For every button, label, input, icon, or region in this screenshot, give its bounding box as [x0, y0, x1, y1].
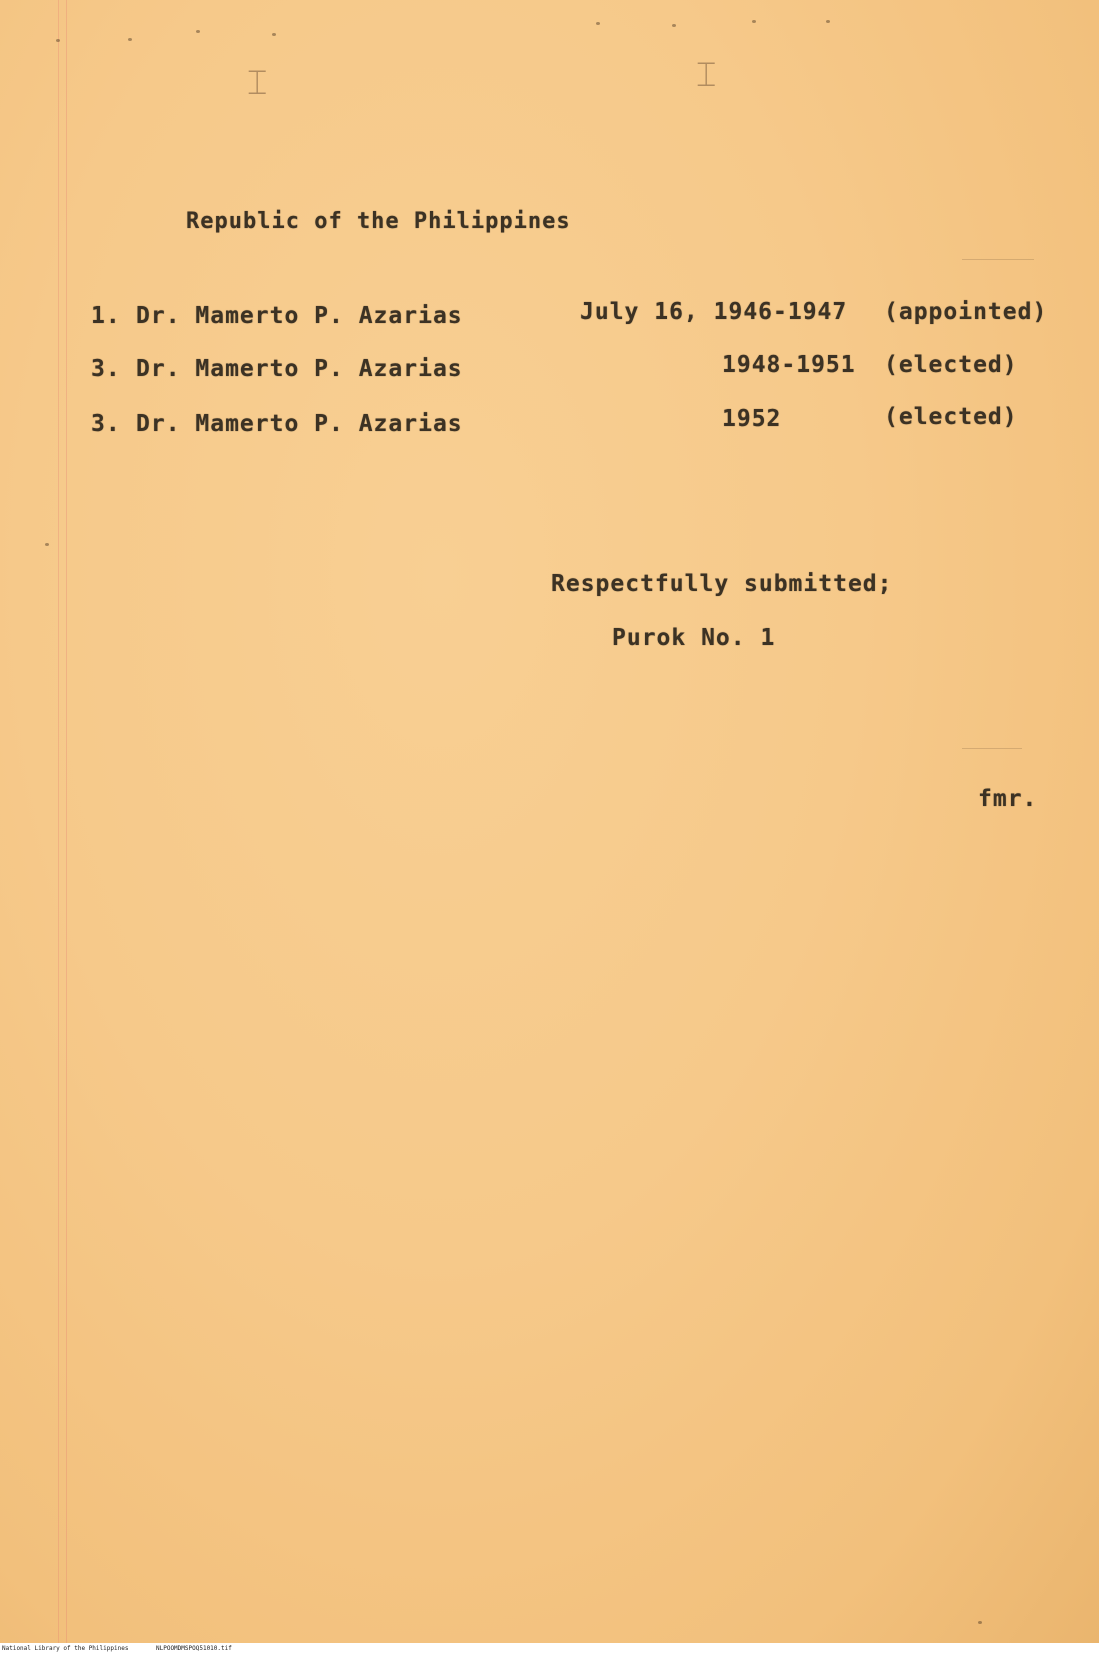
margin-rule [58, 0, 59, 1643]
entry-status: (elected) [884, 352, 1018, 378]
entry-dates: 1952 [722, 406, 782, 432]
signatory: Purok No. 1 [612, 625, 776, 651]
ink-speck [45, 543, 49, 546]
staple-hole-mark: ⌶ [247, 63, 268, 103]
ink-speck [128, 38, 132, 41]
entry-status: (elected) [884, 404, 1018, 430]
entry-number: 3. [91, 411, 121, 437]
faint-rule [962, 748, 1022, 749]
closing-line: Respectfully submitted; [551, 571, 893, 597]
entry-name: Dr. Mamerto P. Azarias [136, 356, 463, 382]
ink-speck [978, 1621, 982, 1624]
entry-dates: 1948-1951 [722, 352, 856, 378]
ink-speck [272, 33, 276, 36]
ink-speck [56, 39, 60, 42]
footer-source: National Library of the Philippines [2, 1645, 129, 1652]
document-heading: Republic of the Philippines [186, 209, 571, 234]
typist-initials: fmr. [978, 786, 1038, 812]
ink-speck [196, 30, 200, 33]
entry-dates: July 16, 1946-1947 [580, 299, 848, 325]
entry-name: Dr. Mamerto P. Azarias [136, 411, 463, 437]
staple-hole-mark: ⌶ [696, 55, 717, 95]
margin-rule [66, 0, 67, 1643]
footer-filename: NLPOOMDMSPOQ51010.tif [156, 1645, 232, 1652]
entry-status: (appointed) [884, 299, 1048, 325]
entry-number: 1. [91, 303, 121, 329]
ink-speck [826, 20, 830, 23]
ink-speck [752, 20, 756, 23]
ink-speck [596, 22, 600, 25]
entry-number: 3. [91, 356, 121, 382]
faint-rule [962, 259, 1034, 260]
ink-speck [672, 24, 676, 27]
entry-name: Dr. Mamerto P. Azarias [136, 303, 463, 329]
